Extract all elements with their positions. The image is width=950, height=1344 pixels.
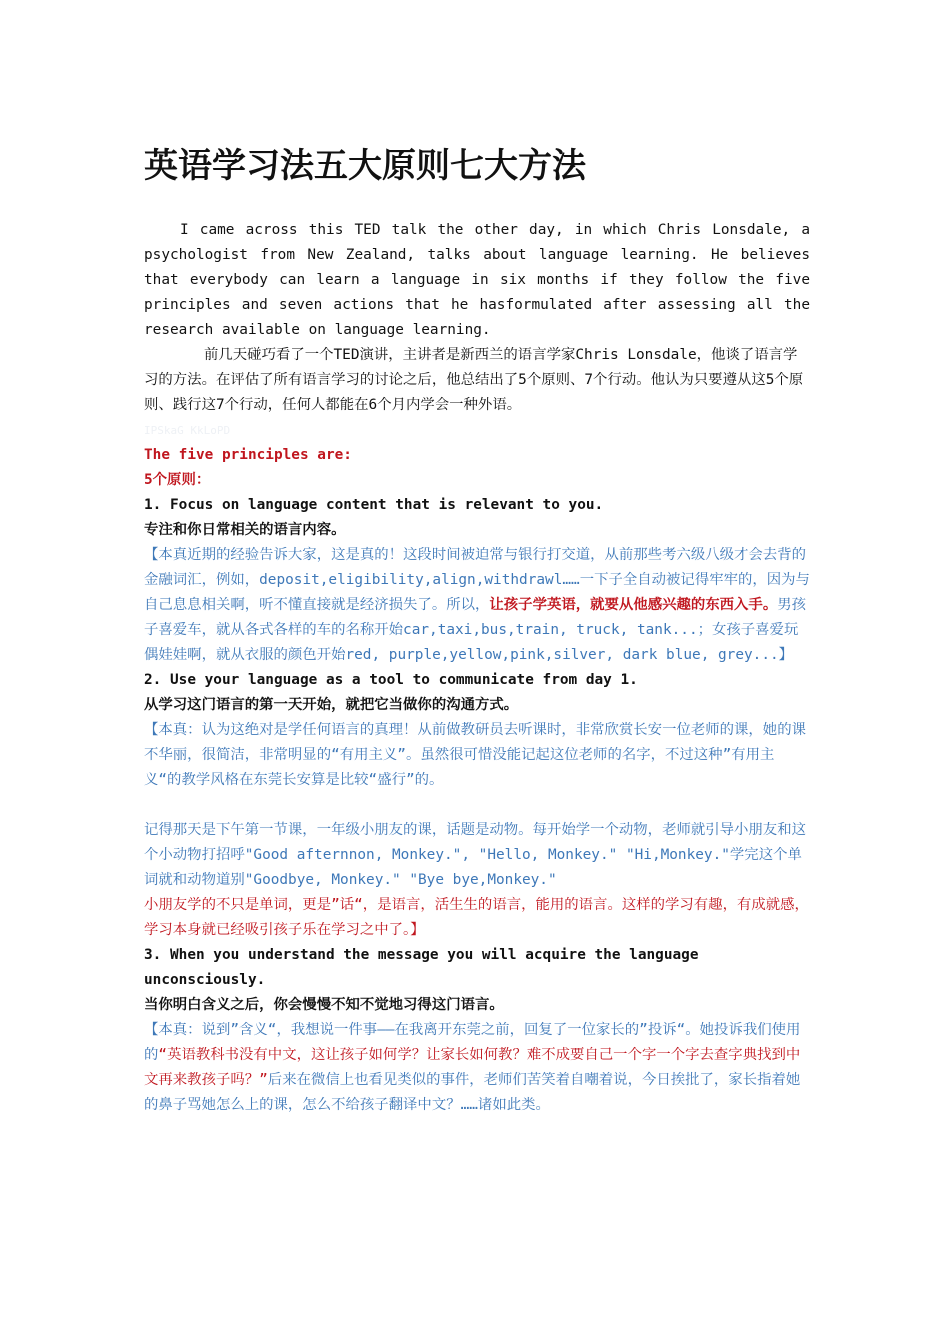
document-body	[144, 218, 810, 1118]
document-title: 英语学习法五大原则七大方法	[144, 146, 586, 186]
principle-3-note-a: 【本真：说到”含义“，我想说一件事——在我离开东莞之前，回复了一位家长的”投诉“。她投诉我们使用的	[144, 1022, 801, 1063]
principle-2-en: 2. Use your language as a tool to communicate from day 1.	[144, 672, 638, 688]
principles-heading-zh: 5个原则：	[144, 472, 211, 488]
principle-2-zh: 从学习这门语言的第一天开始，就把它当做你的沟通方式。	[144, 697, 519, 713]
principle-3-zh: 当你明白含义之后，你会慢慢不知不觉地习得这门语言。	[144, 997, 504, 1013]
intro-english: I came across this TED talk the other day, in which Chris Lonsdale, a psychologist from New Zealand, talks about language learning. He believes that everybody can learn a language in six months if they follow the five principles and seven actions that he hasformulated after assessing all the research available on language learning.	[144, 222, 810, 338]
principle-1-note	[144, 543, 810, 668]
watermark-text: IPSkaG KkLoPD	[144, 424, 231, 437]
principle-3-note-c: 后来在微信上也看见类似的事件，老师们苦笑着自嘲着说，今日挨批了，家长指着她的鼻子骂她怎么上的课，怎么不给孩子翻译中文？……诸如此类。	[144, 1072, 801, 1113]
principle-1-en: 1. Focus on language content that is relevant to you.	[144, 497, 604, 513]
intro-chinese: 前几天碰巧看了一个TED演讲，主讲者是新西兰的语言学家Chris Lonsdale，他谈了语言学习的方法。在评估了所有语言学习的讨论之后，他总结出了5个原则、7个行动。他认为只要遵从这5个原则、践行这7个行动，任何人都能在6个月内学会一种外语。	[144, 347, 804, 413]
principle-1-note-b: 男孩子喜爱车，就从各式各样的车的名称开始car,taxi,bus,train, truck, tank...；女孩子喜爱玩偶娃娃啊，就从衣服的颜色开始red, purple,yellow,pink,silver, dark blue, grey...】	[144, 597, 807, 663]
principle-2-note-b: 记得那天是下午第一节课，一年级小朋友的课，话题是动物。每开始学一个动物，老师就引导小朋友和这个小动物打招呼"Good afternnon, Monkey.", "Hello, Monkey." "Hi,Monkey."学完这个单词就和动物道别"Goodbye, Monkey." "Bye bye,Monkey."	[144, 822, 806, 888]
principle-1-note-a: 【本真近期的经验告诉大家，这是真的！这段时间被迫常与银行打交道，从前那些考六级八级才会去背的金融词汇，例如，deposit,eligibility,align,withdrawl……一下子全自动被记得牢牢的，因为与自己息息相关啊，听不懂直接就是经济损失了。所以，	[144, 547, 810, 613]
principle-1-note-highlight: 让孩子学英语，就要从他感兴趣的东西入手。	[489, 597, 778, 613]
principle-1-zh: 专注和你日常相关的语言内容。	[144, 522, 346, 538]
paragraph-spacer	[144, 793, 810, 818]
principles-heading-en: The five principles are:	[144, 447, 352, 463]
principle-3-en: 3. When you understand the message you will acquire the language unconsciously.	[144, 947, 699, 988]
principle-3-note	[144, 1018, 810, 1118]
principle-2-note-c: 小朋友学的不只是单词，更是”话“，是语言，活生生的语言，能用的语言。这样的学习有趣，有成就感，学习本身就已经吸引孩子乐在学习之中了。】	[144, 897, 809, 938]
principle-2-note-a: 【本真：认为这绝对是学任何语言的真理！从前做教研员去听课时，非常欣赏长安一位老师的课，她的课不华丽，很简洁，非常明显的“有用主义”。虽然很可惜没能记起这位老师的名字，不过这种”有用主义“的教学风格在东莞长安算是比较“盛行”的。	[144, 722, 806, 788]
principle-3-note-quote: “英语教科书没有中文，这让孩子如何学？让家长如何教？难不成要自己一个字一个字去查字典找到中文再来教孩子吗？”	[144, 1047, 801, 1088]
